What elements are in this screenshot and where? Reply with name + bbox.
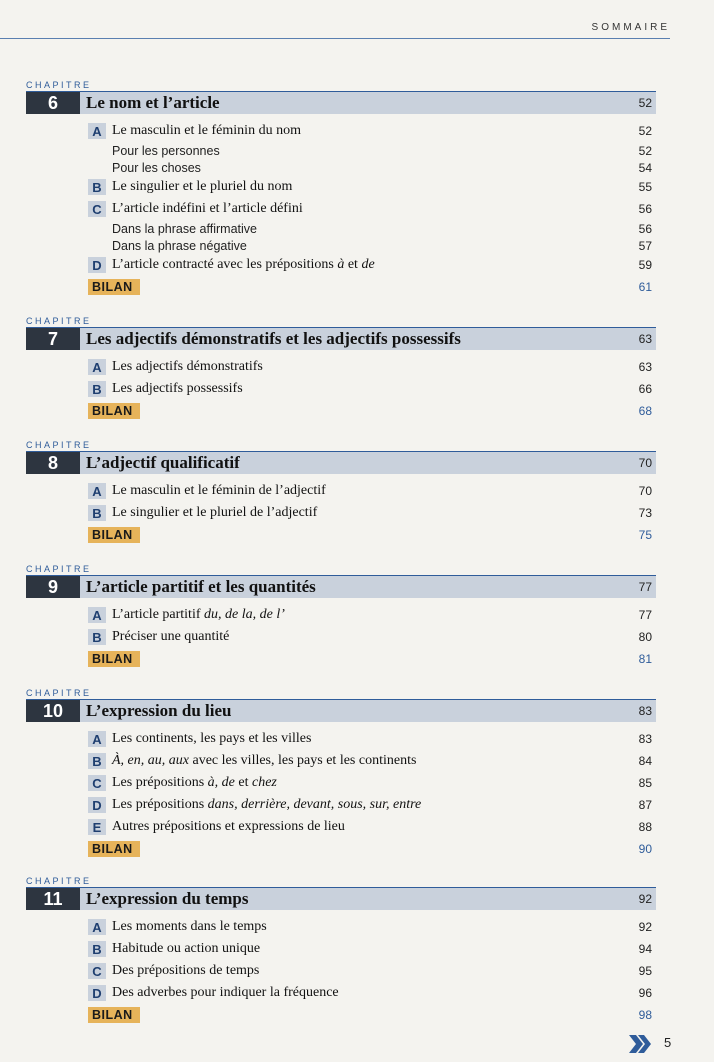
- section-letter: C: [88, 963, 106, 979]
- section-page: 96: [638, 986, 652, 1000]
- bilan-badge: BILAN: [88, 841, 140, 857]
- section-title: L’article indéfini et l’article défini: [112, 201, 303, 216]
- section-letter: A: [88, 919, 106, 935]
- chapter-number: 6: [26, 92, 80, 114]
- section-row[interactable]: [88, 960, 656, 982]
- chapter-page: 83: [638, 704, 652, 718]
- section-letter: D: [88, 797, 106, 813]
- double-chevron-right-icon: [628, 1034, 652, 1054]
- chapter-number: 11: [26, 888, 80, 910]
- section-letter: B: [88, 753, 106, 769]
- section-page: 52: [638, 124, 652, 138]
- subsection-page: 52: [638, 143, 652, 158]
- section-letter: C: [88, 201, 106, 217]
- section-list: [88, 356, 656, 422]
- section-row[interactable]: [88, 480, 656, 502]
- section-title: Le singulier et le pluriel du nom: [112, 179, 293, 194]
- chapter-number: 9: [26, 576, 80, 598]
- section-title: Les prépositions dans, derrière, devant, sous, sur, entre: [112, 797, 422, 812]
- chapter-title: L’article partitif et les quantités: [86, 577, 316, 596]
- chapter-heading[interactable]: [26, 699, 656, 722]
- section-page: 63: [638, 360, 652, 374]
- section-list: [88, 604, 656, 670]
- section-row[interactable]: [88, 120, 656, 142]
- bilan-page: 81: [638, 652, 652, 666]
- section-letter: B: [88, 505, 106, 521]
- subsection-title: Pour les personnes: [112, 143, 220, 158]
- section-title: Des adverbes pour indiquer la fréquence: [112, 985, 339, 1000]
- bilan-badge: BILAN: [88, 279, 140, 295]
- chapter-block: [26, 876, 656, 1026]
- section-row[interactable]: [88, 176, 656, 198]
- section-page: 70: [638, 484, 652, 498]
- section-row[interactable]: [88, 728, 656, 750]
- subsection-page: 57: [638, 238, 652, 253]
- section-row[interactable]: [88, 982, 656, 1004]
- bilan-row[interactable]: [88, 838, 656, 860]
- chapter-block: [26, 80, 656, 298]
- chapter-number: 8: [26, 452, 80, 474]
- section-row[interactable]: [88, 378, 656, 400]
- section-list: [88, 916, 656, 1026]
- section-letter: C: [88, 775, 106, 791]
- section-page: 92: [638, 920, 652, 934]
- section-title: Les prépositions à, de et chez: [112, 775, 277, 790]
- chapter-kicker: CHAPITRE: [26, 80, 92, 90]
- chapter-title: L’adjectif qualificatif: [86, 453, 240, 472]
- section-title: Le masculin et le féminin du nom: [112, 123, 301, 138]
- chapter-heading[interactable]: [26, 575, 656, 598]
- section-page: 94: [638, 942, 652, 956]
- section-title: Habitude ou action unique: [112, 941, 261, 956]
- chapter-title: L’expression du lieu: [86, 701, 232, 720]
- bilan-row[interactable]: [88, 276, 656, 298]
- section-letter: A: [88, 731, 106, 747]
- subsection-title: Dans la phrase négative: [112, 238, 247, 253]
- chapter-kicker: CHAPITRE: [26, 440, 92, 450]
- section-letter: E: [88, 819, 106, 835]
- chapter-number: 7: [26, 328, 80, 350]
- section-label: SOMMAIRE: [591, 22, 670, 33]
- section-page: 66: [638, 382, 652, 396]
- section-row[interactable]: [88, 604, 656, 626]
- section-title: Des prépositions de temps: [112, 963, 260, 978]
- page-header: [0, 0, 714, 40]
- chapter-block: [26, 564, 656, 670]
- section-title: Les adjectifs possessifs: [112, 381, 243, 396]
- section-letter: B: [88, 179, 106, 195]
- chapter-title: L’expression du temps: [86, 889, 249, 908]
- section-title: Les adjectifs démonstratifs: [112, 359, 263, 374]
- section-page: 85: [638, 776, 652, 790]
- chapter-number: 10: [26, 700, 80, 722]
- chapter-kicker: CHAPITRE: [26, 564, 92, 574]
- bilan-page: 68: [638, 404, 652, 418]
- chapter-block: [26, 440, 656, 546]
- section-title: Les continents, les pays et les villes: [112, 731, 312, 746]
- bilan-row[interactable]: [88, 1004, 656, 1026]
- section-title: Le masculin et le féminin de l’adjectif: [112, 483, 326, 498]
- section-letter: B: [88, 941, 106, 957]
- section-letter: B: [88, 629, 106, 645]
- section-row[interactable]: [88, 254, 656, 276]
- section-row[interactable]: [88, 794, 656, 816]
- chapter-block: [26, 316, 656, 422]
- chapter-kicker: CHAPITRE: [26, 876, 92, 886]
- section-list: [88, 480, 656, 546]
- bilan-badge: BILAN: [88, 403, 140, 419]
- bilan-badge: BILAN: [88, 1007, 140, 1023]
- section-title: L’article contracté avec les prépositions à et de: [112, 257, 375, 272]
- subsection-row[interactable]: [88, 159, 656, 176]
- section-letter: D: [88, 257, 106, 273]
- section-row[interactable]: [88, 916, 656, 938]
- chapter-page: 63: [638, 332, 652, 346]
- subsection-title: Dans la phrase affirmative: [112, 221, 257, 236]
- header-rule: [0, 38, 670, 39]
- section-page: 83: [638, 732, 652, 746]
- section-row[interactable]: [88, 816, 656, 838]
- section-page: 73: [638, 506, 652, 520]
- section-letter: B: [88, 381, 106, 397]
- bilan-page: 61: [638, 280, 652, 294]
- section-title: À, en, au, aux avec les villes, les pays et les continents: [112, 753, 417, 768]
- bilan-row[interactable]: [88, 524, 656, 546]
- section-letter: A: [88, 607, 106, 623]
- subsection-row[interactable]: [88, 220, 656, 237]
- bilan-page: 75: [638, 528, 652, 542]
- section-page: 88: [638, 820, 652, 834]
- bilan-row[interactable]: [88, 648, 656, 670]
- section-title: Autres prépositions et expressions de lieu: [112, 819, 345, 834]
- chapter-heading[interactable]: [26, 887, 656, 910]
- chapter-block: [26, 688, 656, 860]
- subsection-page: 56: [638, 221, 652, 236]
- section-page: 77: [638, 608, 652, 622]
- bilan-page: 90: [638, 842, 652, 856]
- bilan-badge: BILAN: [88, 527, 140, 543]
- section-page: 59: [638, 258, 652, 272]
- chapter-kicker: CHAPITRE: [26, 688, 92, 698]
- chapter-page: 92: [638, 892, 652, 906]
- section-letter: A: [88, 483, 106, 499]
- subsection-page: 54: [638, 160, 652, 175]
- subsection-title: Pour les choses: [112, 160, 201, 175]
- section-row[interactable]: [88, 750, 656, 772]
- section-row[interactable]: [88, 198, 656, 220]
- section-list: [88, 728, 656, 860]
- section-list: [88, 120, 656, 298]
- chapter-page: 52: [638, 96, 652, 110]
- bilan-row[interactable]: [88, 400, 656, 422]
- section-row[interactable]: [88, 356, 656, 378]
- section-letter: A: [88, 359, 106, 375]
- section-row[interactable]: [88, 502, 656, 524]
- page-number: 5: [664, 1035, 672, 1050]
- chapter-heading[interactable]: [26, 451, 656, 474]
- subsection-row[interactable]: [88, 237, 656, 254]
- section-title: Les moments dans le temps: [112, 919, 267, 934]
- chapter-heading[interactable]: [26, 91, 656, 114]
- section-letter: D: [88, 985, 106, 1001]
- section-title: L’article partitif du, de la, de l’: [112, 607, 285, 622]
- section-row[interactable]: [88, 626, 656, 648]
- section-title: Préciser une quantité: [112, 629, 230, 644]
- bilan-badge: BILAN: [88, 651, 140, 667]
- section-page: 84: [638, 754, 652, 768]
- section-page: 56: [638, 202, 652, 216]
- chapter-heading[interactable]: [26, 327, 656, 350]
- section-row[interactable]: [88, 938, 656, 960]
- section-title: Le singulier et le pluriel de l’adjectif: [112, 505, 318, 520]
- chapter-page: 70: [638, 456, 652, 470]
- bilan-page: 98: [638, 1008, 652, 1022]
- chapter-title: Le nom et l’article: [86, 93, 220, 112]
- chapter-page: 77: [638, 580, 652, 594]
- section-page: 95: [638, 964, 652, 978]
- section-letter: A: [88, 123, 106, 139]
- section-page: 80: [638, 630, 652, 644]
- chapter-kicker: CHAPITRE: [26, 316, 92, 326]
- chapter-title: Les adjectifs démonstratifs et les adjectifs possessifs: [86, 329, 461, 348]
- section-page: 87: [638, 798, 652, 812]
- section-row[interactable]: [88, 772, 656, 794]
- section-page: 55: [638, 180, 652, 194]
- subsection-row[interactable]: [88, 142, 656, 159]
